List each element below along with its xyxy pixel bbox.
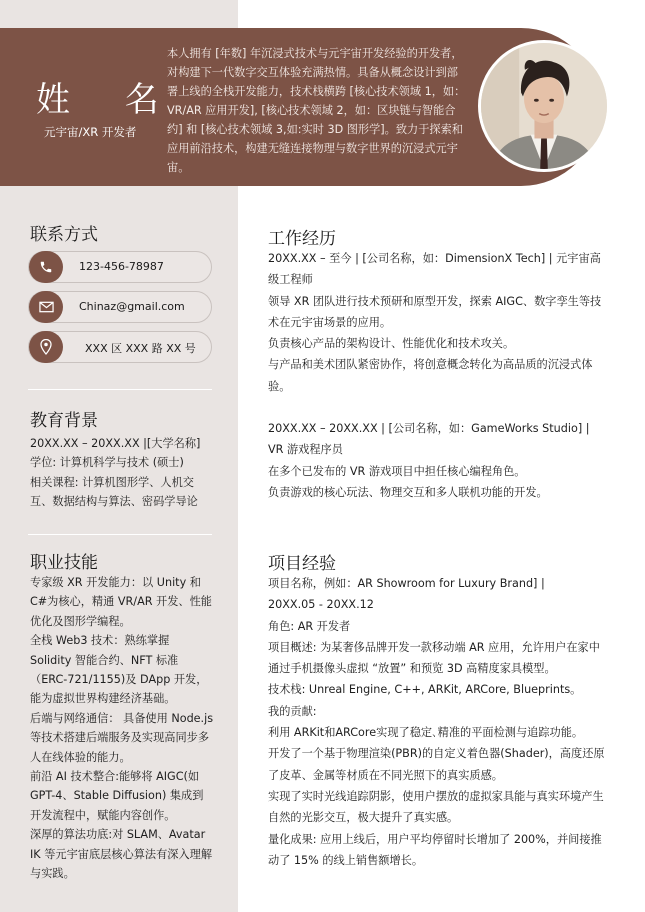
email-pill <box>28 291 212 323</box>
work-line: 领导 XR 团队进行技术预研和原型开发，探索 AIGC、数字孪生等技术在元宇宙场景的应用。 <box>268 294 602 329</box>
skill-item: 后端与网络通信： 具备使用 Node.js 等技术搭建后端服务及实现高同步多人在线体验的能力。 <box>30 711 214 764</box>
project-line: 20XX.05 - 20XX.12 <box>268 598 374 612</box>
email-icon <box>29 291 63 323</box>
project-line: 角色: AR 开发者 <box>268 619 351 633</box>
project-line: 我的贡献: <box>268 704 317 718</box>
projects-section-title: 项目经验 <box>268 554 336 574</box>
project-line: 量化成果: 应用上线后，用户平均停留时长增加了 200%，并间接推动了 15% 的线上销售额增长。 <box>268 832 602 867</box>
phone-icon <box>29 251 63 283</box>
sidebar-divider <box>28 389 212 390</box>
address-pill <box>28 331 212 363</box>
work-line: 在多个已发布的 VR 游戏项目中担任核心编程角色。 <box>268 464 526 478</box>
work-line: 与产品和美术团队紧密协作，将创意概念转化为高品质的沉浸式体验。 <box>268 358 593 393</box>
work-line: 负责游戏的核心玩法、物理交互和多人联机功能的开发。 <box>268 485 548 499</box>
work-content <box>268 248 608 503</box>
work-line: 20XX.XX – 20XX.XX | [公司名称，如：GameWorks Studio] | VR 游戏程序员 <box>268 422 590 457</box>
project-line: 项目概述: 为某奢侈品牌开发一款移动端 AR 应用，允许用户在家中通过手机摄像头虚拟 “放置” 和预览 3D 高精度家具模型。 <box>268 640 600 676</box>
sidebar-divider <box>28 534 212 535</box>
skills-section-title: 职业技能 <box>30 553 98 573</box>
skill-item: 前沿 AI 技术整合:能够将 AIGC(如 GPT-4、Stable Diffusion) 集成到开发流程中，赋能内容创作。 <box>30 770 204 822</box>
work-line: 20XX.XX – 至今 | [公司名称，如：DimensionX Tech] | 元宇宙高级工程师 <box>268 252 601 287</box>
job-title: 元宇宙/XR 开发者 <box>44 125 137 139</box>
project-line: 开发了一个基于物理渲染(PBR)的自定义着色器(Shader)，高度还原了皮革、金属等材质在不同光照下的真实质感。 <box>268 747 605 782</box>
skill-item: 深厚的算法功底:对 SLAM、Avatar IK 等元宇宙底层核心算法有深入理解与实践。 <box>30 828 213 881</box>
project-line: 技术栈: Unreal Engine, C++, ARKit, ARCore, Blueprints。 <box>268 683 582 697</box>
work-section-title: 工作经历 <box>268 229 336 249</box>
education-line: 相关课程: 计算机图形学、人机交互、数据结构与算法、密码学导论 <box>30 475 198 509</box>
education-content <box>30 434 216 512</box>
project-line: 实现了实时光线追踪阴影，使用户摆放的虚拟家具能与真实环境产生自然的光影交互，极大提升了真实感。 <box>268 789 604 825</box>
project-line: 项目名称，例如：AR Showroom for Luxury Brand] | <box>268 577 545 590</box>
skills-content <box>30 573 214 884</box>
location-icon <box>29 331 63 363</box>
phone-pill <box>28 251 212 283</box>
projects-content <box>268 573 608 871</box>
profile-summary: 本人拥有 [年数] 年沉浸式技术与元宇宙开发经验的开发者，对构建下一代数字交互体验充满热情。具备从概念设计到部署上线的全栈开发能力，技术栈横跨 [核心技术领域 1，如：VR/AR 应用开发], [核心技术领域 2，如：区块链与智能合约] 和 [核心技术领域 3,如:实时 3D 图形学]。致力于探索和应用前沿技术，构建无缝连接物理与数字世界的沉浸式元宇宙。 <box>167 47 466 174</box>
education-line: 学位: 计算机科学与技术 (硕士) <box>30 456 184 470</box>
phone-number: 123-456-78987 <box>79 260 164 273</box>
portrait-icon <box>481 43 607 169</box>
profile-photo <box>478 40 610 172</box>
skill-item: 全栈 Web3 技术：熟练掌握 Solidity 智能合约、NFT 标准（ERC-721/1155)及 DApp 开发，能为虚拟世界构建经济基础。 <box>30 634 208 706</box>
email-address: Chinaz@gmail.com <box>79 300 185 313</box>
project-line: 利用 ARKit和ARCore实现了稳定､精准的平面检测与追踪功能｡ <box>268 726 578 740</box>
person-name: 姓 名 <box>36 80 181 120</box>
education-section-title: 教育背景 <box>30 411 98 431</box>
work-line: 负责核心产品的架构设计、性能优化和技术攻关。 <box>268 337 515 351</box>
skill-item: 专家级 XR 开发能力：以 Unity 和 C#为核心，精通 VR/AR 开发、性能优化及图形学编程。 <box>30 576 212 628</box>
contact-section-title: 联系方式 <box>30 225 98 245</box>
education-line: 20XX.XX – 20XX.XX |[大学名称] <box>30 437 201 450</box>
address-text: XXX 区 XXX 路 XX 号 <box>85 342 196 355</box>
